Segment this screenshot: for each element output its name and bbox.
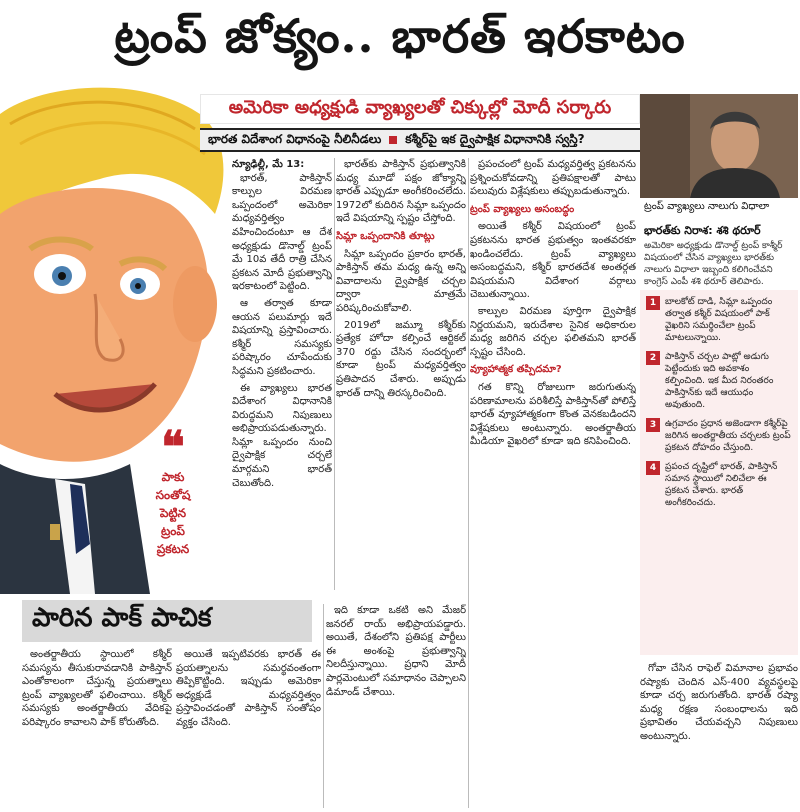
bottom-story-headline: పారిన పాక్ పాచిక [22, 600, 312, 642]
sidebar-points [640, 290, 798, 655]
paragraph: అంతర్జాతీయ స్థాయిలో కశ్మీర్ సమస్యను తీసుకురావడానికి పాకిస్తాన్ ఎంతోకాలంగా చేస్తున్న ప్రయత్నాలు ట్రంప్ వ్యాఖ్యలతో ఫలించాయి. కశ్మీర్ సమస్యకు అంతర్జాతీయ వేదికపై పరిష్కారం కావాలని పాక్ కోరుతోంది. [22, 649, 172, 728]
bottom-column-4 [640, 662, 798, 808]
kicker-bar [200, 128, 640, 152]
paragraph: అయితే ఇప్పటివరకు భారత్ ఈ ప్రయత్నాలను సమర్థవంతంగా తిప్పికొట్టింది. ఇప్పుడు అమెరికా అధ్యక్షుడే మధ్యవర్తిత్వం ప్రస్తావించడంతో పాకిస్తాన్ సంతోషం వ్యక్తం చేసింది. [176, 649, 321, 728]
column-divider [468, 158, 469, 808]
headline: ట్రంప్ జోక్యం.. భారత్ ఇరకాటం [114, 9, 686, 63]
paragraph: ఆ తర్వాత కూడా ఆయన పలుమార్లు ఇదే విషయాన్ని ప్రస్తావించారు. కశ్మీర్ సమస్యకు పరిష్కారం చూపేందుకు సిద్ధమని ప్రకటించారు. [232, 297, 332, 377]
list-item [646, 461, 792, 509]
kicker-right: కశ్మీర్‌పై ఇక ద్వైపాక్షిక విధానానికి స్వస్తి? [405, 131, 585, 146]
paragraph: కాల్పుల విరమణ పూర్తిగా ద్వైపాక్షిక నిర్ణయమని, ఇరుదేశాల సైనిక అధికారుల మధ్య జరిగిన చర్చల ఫలితమని భారత్ స్పష్టం చేసింది. [470, 305, 636, 358]
list-item [646, 418, 792, 454]
column-divider [334, 158, 335, 590]
point-text: ఉగ్రవాదం ప్రధాన అజెండాగా కశ్మీర్‌పై జరిగిన అంతర్జాతీయ చర్చలకు ట్రంప్ ప్రకటన దోహదం చేస్తుంది. [665, 419, 791, 453]
point-text: బాలకోట్ దాడి, సిమ్లా ఒప్పందం తర్వాత కశ్మీర్ విషయంలో పాక్ వైఖరిని సమర్థించేలా ట్రంప్ మాటలున్నాయి. [665, 297, 773, 343]
section-subtitle: సిమ్లా ఒప్పందానికి తూట్లు [336, 230, 435, 242]
tharoor-photo [640, 94, 798, 198]
portrait-illustration [640, 94, 798, 198]
paragraph: ఇది కూడా ఒకటి అని మేజర్ జనరల్ రాయ్ అభిప్రాయపడ్డారు. అయితే, దేశంలోని ప్రతిపక్ష పార్టీలు ఈ అంశంపై ప్రభుత్వాన్ని నిలదీస్తున్నాయి. ప్రధాని మోదీ పార్లమెంటులో సమాధానం చెప్పాలని డిమాండ్ చేశాయి. [326, 605, 466, 698]
paragraph: గోవా చేసిన రాఫెల్ విమానాల ప్రభావం రష్యాకు చెందిన ఎస్-400 వ్యవస్థలపై కూడా చర్చ జరుగుతోంది. భారత్ రష్యా మధ్య రక్షణ సంబంధాలను ఇది ప్రభావితం చేయవచ్చని నిపుణులు అంటున్నారు. [640, 663, 798, 742]
article-column-1 [232, 158, 332, 590]
paragraph: భారత్, పాకిస్తాన్ కాల్పుల విరమణ ఒప్పందంలో అమెరికా మధ్యవర్తిత్వం వహించిందంటూ ఆ దేశ అధ్యక్షుడు డొనాల్డ్ ట్రంప్ మే 10వ తేదీ రాత్రి చేసిన ప్రకటన మోదీ ప్రభుత్వాన్ని ఇరకాటంలో పెట్టింది. [232, 172, 332, 293]
paragraph: 2019లో జమ్మూ కశ్మీర్‌కు ప్రత్యేక హోదా కల్పించే ఆర్టికల్ 370 రద్దు చేసిన సందర్భంలో కూడా ట్రంప్ మధ్యవర్తిత్వం ప్రతిపాదన చేశారు. అప్పుడు భారత్ దాన్ని తిరస్కరించింది. [336, 319, 466, 399]
point-number: 4 [646, 461, 660, 475]
point-number: 1 [646, 296, 660, 310]
bottom-column-1 [22, 648, 172, 808]
paragraph: అయితే కశ్మీర్ విషయంలో ట్రంప్ ప్రకటనను భారత ప్రభుత్వం ఇంతవరకూ ఖండించలేదు. ట్రంప్ వ్యాఖ్యలు అసంబద్ధమని, కశ్మీర్ భారతదేశ అంతర్గత విషయమని విదేశాంగ వర్గాలు చెబుతున్నాయి. [470, 221, 636, 301]
cartoon-quote [128, 422, 218, 578]
point-number: 3 [646, 418, 660, 432]
sidebar-description: అమెరికా అధ్యక్షుడు డొనాల్డ్ ట్రంప్ కాశ్మీర్ విషయంలో చేసిన వ్యాఖ్యలు భారత్‌కు నాలుగు విధాలా ఇబ్బంది కలిగించేవని కాంగ్రెస్ ఎంపీ శశి థరూర్ తెలిపారు. [644, 241, 783, 287]
section-subtitle: వ్యూహాత్మక తప్పిదమా? [470, 364, 562, 376]
kicker-left: భారత విదేశాంగ విధానంపై నీలినీడలు [208, 131, 382, 146]
point-text: పాకిస్తాన్ చర్చల పాట్లో అడుగు పెట్టేందుకు ఇది అవకాశం కల్పించింది. ఇక మీద నిరంతరం పాకిస్తాన్‌కు ఇదే ఆయుధం అవుతుంది. [665, 352, 774, 410]
bullet-square-icon [389, 136, 397, 144]
paragraph: ప్రపంచంలో ట్రంప్ మధ్యవర్తిత్వ ప్రకటనను ప్రశ్నించుకోవడాన్ని ప్రతిపక్షాలతో పాటు పలువురు విశ్లేషకులు తప్పుబడుతున్నారు. [470, 159, 636, 198]
article-column-2 [336, 158, 466, 590]
sidebar-kicker: ట్రంప్ వ్యాఖ్యలు నాలుగు విధాలా [644, 201, 770, 212]
paragraph: భారత్‌కు పాకిస్తాన్ ప్రభుత్వానికి మధ్య మూడో పక్షం జోక్యాన్ని భారత్ ఎప్పుడూ అంగీకరించలేదు. 1972లో కుదిరిన సిమ్లా ఒప్పందం ఇదే విషయాన్ని స్పష్టం చేస్తోంది. [336, 159, 466, 225]
bottom-column-3 [326, 604, 466, 808]
list-item [646, 296, 792, 344]
section-subtitle: ట్రంప్ వ్యాఖ్యలు అసంబద్ధం [470, 203, 575, 215]
paragraph: ఈ వ్యాఖ్యలు భారత విదేశాంగ విధానానికి విరుద్ధమని నిపుణులు అభిప్రాయపడుతున్నారు. సిమ్లా ఒప్పందం నుంచి ద్వైపాక్షిక చర్చలే మార్గమని భారత్ చెబుతోంది. [232, 382, 332, 489]
subheadline: అమెరికా అధ్యక్షుడి వ్యాఖ్యలతో చిక్కుల్లో మోదీ సర్కారు [200, 94, 640, 124]
point-number: 2 [646, 351, 660, 365]
quote-mark-icon: ❝ [161, 422, 185, 473]
sidebar-title: భారత్‌కు నిరాశ: శశి థరూర్ [644, 224, 761, 237]
article-column-3 [470, 158, 636, 808]
quote-text: పాకు సంతోష పెట్టిన ట్రంప్ ప్రకటన [155, 470, 191, 556]
paragraph: గత కొన్ని రోజులుగా జరుగుతున్న పరిణామాలను పరిశీలిస్తే పాకిస్తాన్‌తో పోలిస్తే భారత్ వ్యూహాత్మకంగా కొంత వెనకబడిందని విశ్లేషకులు అంటున్నారు. అంతర్జాతీయ మీడియా వైఖరిలో కూడా ఇది కనిపించింది. [470, 381, 636, 448]
list-item [646, 351, 792, 411]
bottom-column-2 [176, 648, 321, 808]
column-divider [323, 604, 324, 808]
paragraph: సిమ్లా ఒప్పందం ప్రకారం భారత్, పాకిస్తాన్ తమ మధ్య ఉన్న అన్ని వివాదాలను ద్వైపాక్షిక చర్చల ద్వారా మాత్రమే పరిష్కరించుకోవాలి. [336, 248, 466, 314]
point-text: ప్రపంచ దృష్టిలో భారత్, పాకిస్తాన్ సమాన స్థాయిలో నిలిచేలా ఈ ప్రకటన చేశారు. భారత్ అంగీకరించదు. [665, 462, 778, 508]
dateline: న్యూఢిల్లీ, మే 13: [232, 159, 305, 170]
